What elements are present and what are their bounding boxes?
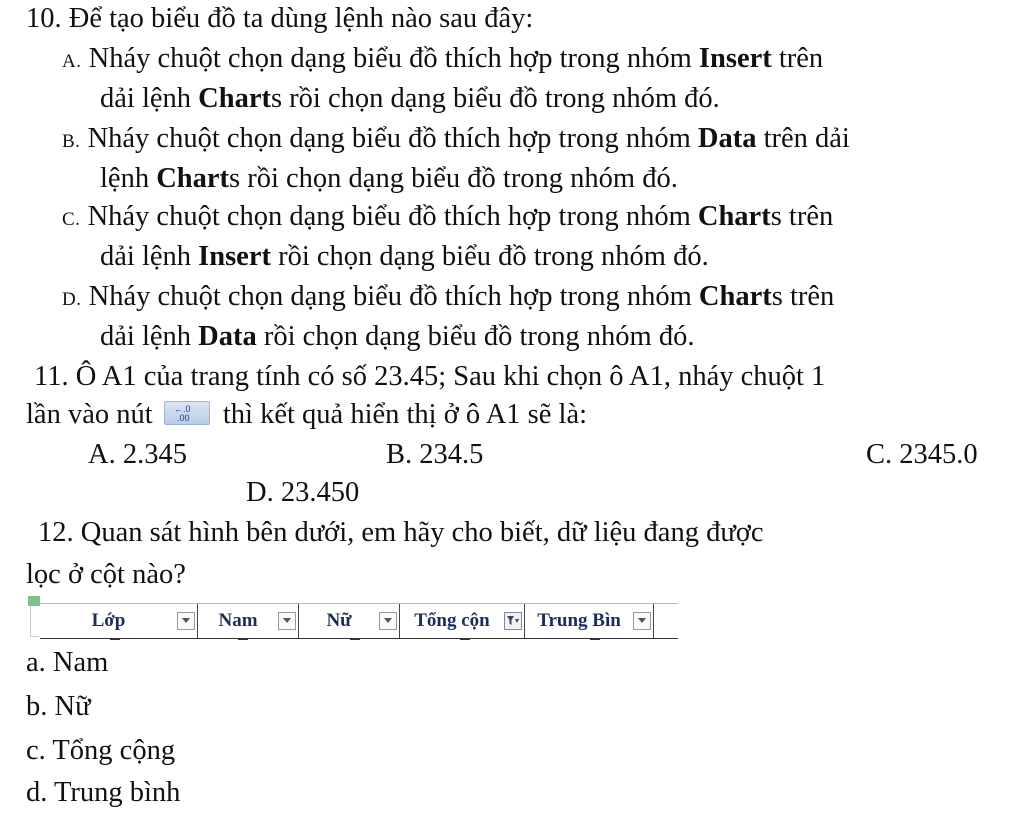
q10-option-b-line2: lệnh Charts rồi chọn dạng biểu đồ trong nhóm đó. xyxy=(100,163,678,194)
q10-title: 10. Để tạo biểu đồ ta dùng lệnh nào sau đây: xyxy=(26,3,534,34)
q10-option-d-line2: dải lệnh Data rồi chọn dạng biểu đồ trong nhóm đó. xyxy=(100,321,695,352)
column-header-nam: Nam xyxy=(198,604,299,638)
filter-header-table xyxy=(40,603,678,639)
q10-option-d-line1: D. Nháy chuột chọn dạng biểu đồ thích hợp trong nhóm Charts trên xyxy=(62,281,835,312)
q12-line2: lọc ở cột nào? xyxy=(26,559,186,590)
q11-option-c: C. 2345.0 xyxy=(866,439,978,470)
dropdown-arrow-icon[interactable] xyxy=(278,612,296,630)
increase-decimal-icon xyxy=(164,401,210,425)
filter-funnel-icon[interactable] xyxy=(504,612,522,630)
q10-option-a-line1: A. Nháy chuột chọn dạng biểu đồ thích hợp trong nhóm Insert trên xyxy=(62,43,824,74)
column-header-tong-cong: Tổng cộn xyxy=(400,604,525,638)
q10-option-a-line2: dải lệnh Charts rồi chọn dạng biểu đồ trong nhóm đó. xyxy=(100,83,720,114)
q12-option-d: d. Trung bình xyxy=(26,777,181,808)
svg-text:.00: .00 xyxy=(176,413,190,423)
q12-option-c: c. Tổng cộng xyxy=(26,735,176,766)
q10-option-c-line2: dải lệnh Insert rồi chọn dạng biểu đồ trong nhóm đó. xyxy=(100,241,709,272)
q12-option-a: a. Nam xyxy=(26,647,109,678)
column-header-nu: Nữ xyxy=(299,604,400,638)
q10-option-b-line1: B. Nháy chuột chọn dạng biểu đồ thích hợp trong nhóm Data trên dải xyxy=(62,123,850,154)
q11-option-b: B. 234.5 xyxy=(386,439,484,470)
selection-marker xyxy=(28,596,40,606)
option-letter: C. xyxy=(62,209,81,230)
row-header xyxy=(30,606,39,637)
q11-option-d: D. 23.450 xyxy=(246,477,360,508)
column-header-lop: Lớp xyxy=(40,604,198,638)
q11-line2: lần vào nút ←.0 .00 thì kết quả hiển thị ở ô A1 sẽ là: xyxy=(26,399,588,430)
option-letter: D. xyxy=(62,289,82,310)
q12-option-b: b. Nữ xyxy=(26,691,91,722)
q11-option-a: A. 2.345 xyxy=(88,439,187,470)
option-letter: A. xyxy=(62,51,82,72)
q10-option-c-line1: C. Nháy chuột chọn dạng biểu đồ thích hợp trong nhóm Charts trên xyxy=(62,201,834,232)
dropdown-arrow-icon[interactable] xyxy=(379,612,397,630)
dropdown-arrow-icon[interactable] xyxy=(633,612,651,630)
q12-line1: 12. Quan sát hình bên dưới, em hãy cho biết, dữ liệu đang được xyxy=(38,517,764,548)
svg-text:←.0: ←.0 xyxy=(173,404,191,414)
dropdown-arrow-icon[interactable] xyxy=(177,612,195,630)
column-header-trung-binh: Trung Bìn xyxy=(525,604,654,638)
table-row-cutoff xyxy=(110,638,670,644)
option-letter: B. xyxy=(62,131,81,152)
q11-line1: 11. Ô A1 của trang tính có số 23.45; Sau khi chọn ô A1, nháy chuột 1 xyxy=(34,361,826,392)
